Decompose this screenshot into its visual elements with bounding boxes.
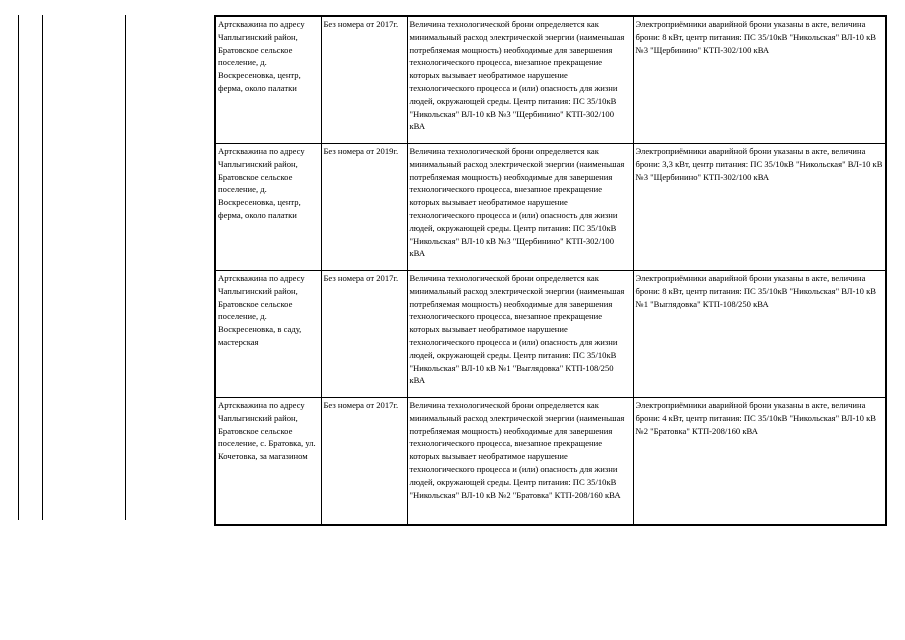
table-row bbox=[215, 144, 886, 271]
left-column-border-3 bbox=[125, 15, 126, 520]
document-number-cell: Без номера от 2019г. bbox=[321, 144, 407, 271]
technological-reserve-table bbox=[214, 15, 887, 526]
emergency-receivers-cell: Электроприёмники аварийной брони указаны в акте, величина брони: 4 кВт, центр питания: ПС 35/10кВ "Никольская" ВЛ-10 кВ №2 "Братовка" КТП-208/160 кВА bbox=[633, 398, 886, 526]
table-row bbox=[215, 271, 886, 398]
reserve-description-cell: Величина технологической брони определяется как минимальный расход электрической энергии (наименьшая потребляемая мощность) необходимые для завершения технологического процесса, внезапное прекращение которых вызывает необратимое нарушение технологического процесса и (или) опасность для жизни людей, окружающей среды. Центр питания: ПС 35/10кВ "Никольская" ВЛ-10 кВ №2 "Братовка" КТП-208/160 кВА bbox=[407, 398, 633, 526]
table-row bbox=[215, 398, 886, 526]
reserve-description-cell: Величина технологической брони определяется как минимальный расход электрической энергии (наименьшая потребляемая мощность) необходимые для завершения технологического процесса, внезапное прекращение которых вызывает необратимое нарушение технологического процесса и (или) опасность для жизни людей, окружающей среды. Центр питания: ПС 35/10кВ "Никольская" ВЛ-10 кВ №3 "Щербинино" КТП-302/100 кВА bbox=[407, 16, 633, 144]
document-number-cell: Без номера от 2017г. bbox=[321, 271, 407, 398]
reserve-description-cell: Величина технологической брони определяется как минимальный расход электрической энергии (наименьшая потребляемая мощность) необходимые для завершения технологического процесса, внезапное прекращение которых вызывает необратимое нарушение технологического процесса и (или) опасность для жизни людей, окружающей среды. Центр питания: ПС 35/10кВ "Никольская" ВЛ-10 кВ №1 "Выглядовка" КТП-108/250 кВА bbox=[407, 271, 633, 398]
document-number-cell: Без номера от 2017г. bbox=[321, 398, 407, 526]
emergency-receivers-cell: Электроприёмники аварийной брони указаны в акте, величина брони: 8 кВт, центр питания: ПС 35/10кВ "Никольская" ВЛ-10 кВ №1 "Выглядовка" КТП-108/250 кВА bbox=[633, 271, 886, 398]
emergency-receivers-cell: Электроприёмники аварийной брони указаны в акте, величина брони: 3,3 кВт, центр питания: ПС 35/10кВ "Никольская" ВЛ-10 кВ №3 "Щербинино" КТП-302/100 кВА bbox=[633, 144, 886, 271]
reserve-description-cell: Величина технологической брони определяется как минимальный расход электрической энергии (наименьшая потребляемая мощность) необходимые для завершения технологического процесса, внезапное прекращение которых вызывает необратимое нарушение технологического процесса и (или) опасность для жизни людей, окружающей среды. Центр питания: ПС 35/10кВ "Никольская" ВЛ-10 кВ №3 "Щербинино" КТП-302/100 кВА bbox=[407, 144, 633, 271]
emergency-receivers-cell: Электроприёмники аварийной брони указаны в акте, величина брони: 8 кВт, центр питания: ПС 35/10кВ "Никольская" ВЛ-10 кВ №3 "Щербинино" КТП-302/100 кВА bbox=[633, 16, 886, 144]
table-row bbox=[215, 16, 886, 144]
left-column-border-2 bbox=[42, 15, 43, 520]
object-address-cell: Артскважина по адресу Чаплыгинский район, Братовское сельское поселение, д. Воскресеновка, в саду, мастерская bbox=[215, 271, 321, 398]
object-address-cell: Артскважина по адресу Чаплыгинский район, Братовское сельское поселение, д. Воскресеновка, центр, ферма, около палатки bbox=[215, 16, 321, 144]
left-column-border-1 bbox=[18, 15, 19, 520]
object-address-cell: Артскважина по адресу Чаплыгинский район, Братовское сельское поселение, с. Братовка, ул. Кочетовка, за магазином bbox=[215, 398, 321, 526]
document-number-cell: Без номера от 2017г. bbox=[321, 16, 407, 144]
object-address-cell: Артскважина по адресу Чаплыгинский район, Братовское сельское поселение, д. Воскресеновка, центр, ферма, около палатки bbox=[215, 144, 321, 271]
